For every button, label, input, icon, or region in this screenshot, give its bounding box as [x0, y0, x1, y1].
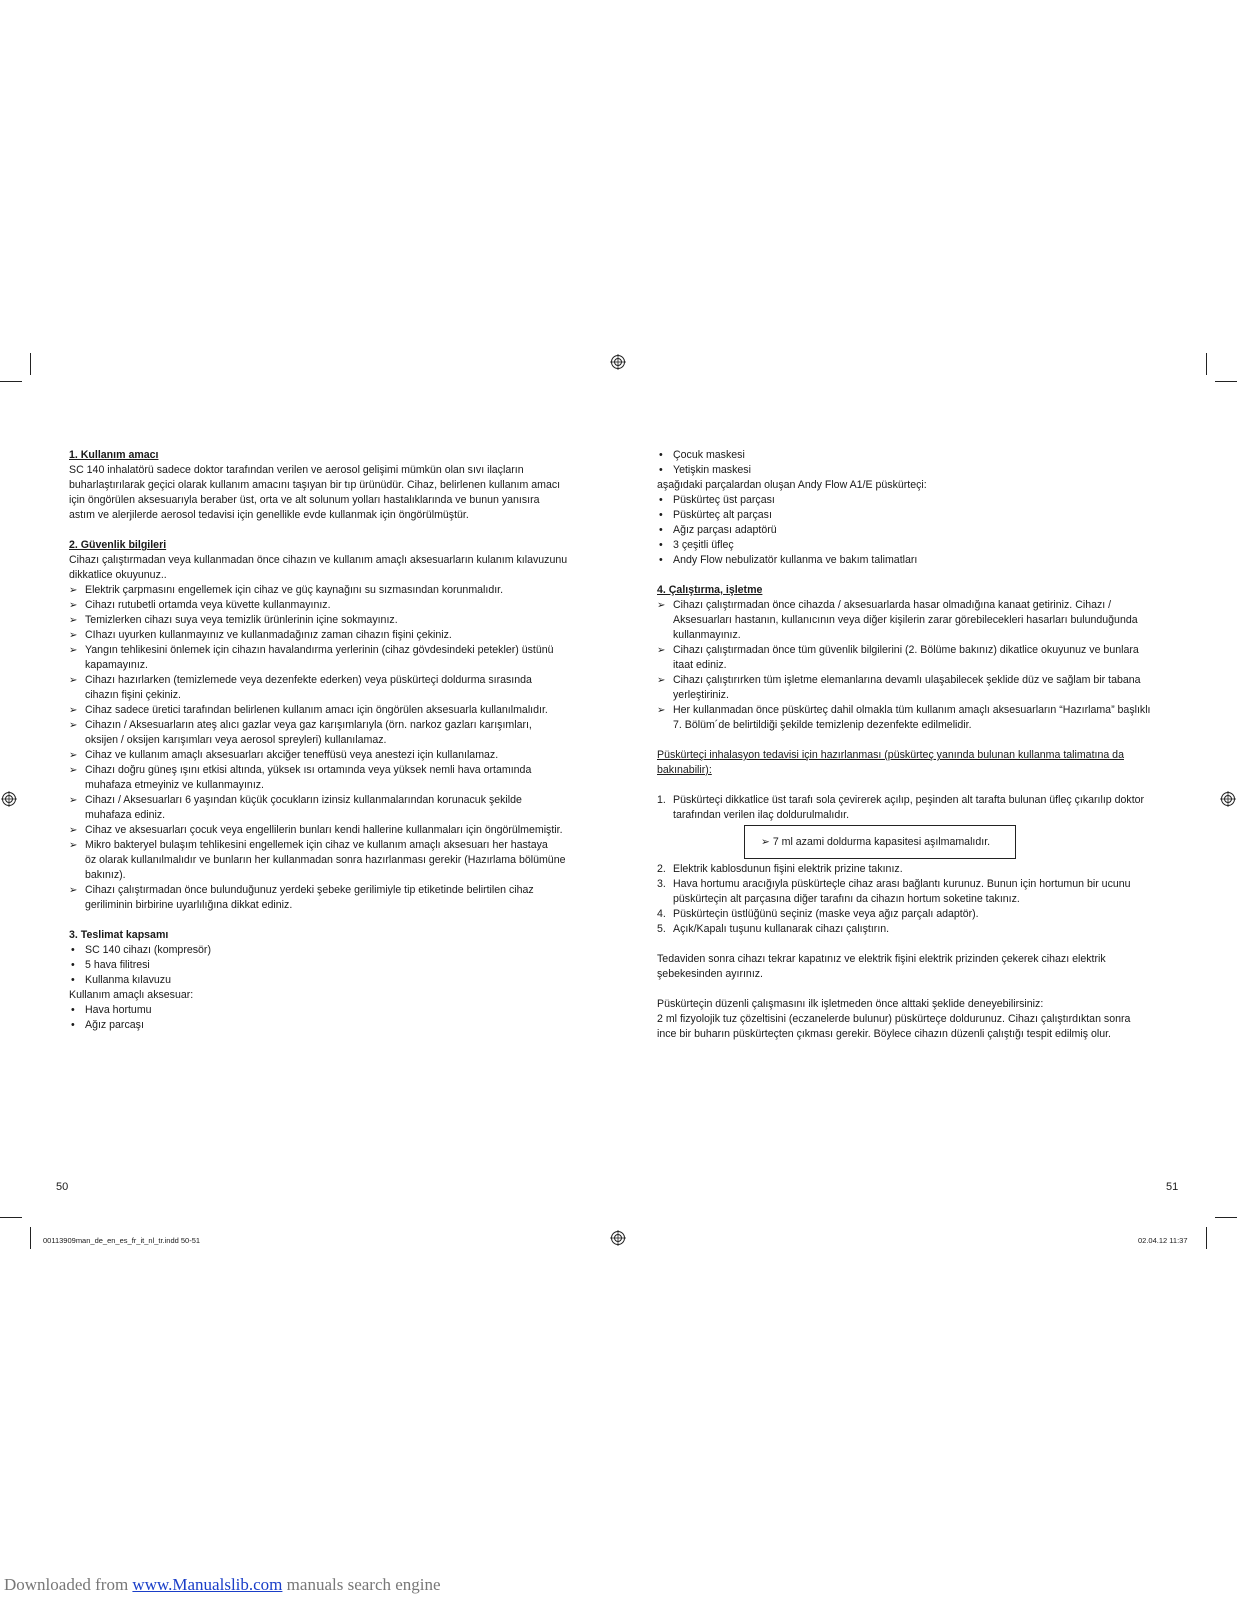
list-item: • Ağız parçası adaptörü: [659, 524, 777, 536]
arrow-icon: ➢: [69, 795, 78, 806]
item-line: tarafından verilen ilaç doldurulmalıdır.: [673, 809, 850, 821]
manualslib-link[interactable]: www.Manualslib.com: [132, 1575, 283, 1594]
operation-item: [657, 598, 1172, 643]
item-line: Cihaz sadece üretici tarafından belirlenen kullanım amacı için öngörülen aksesuarla kullanılmalıdır.: [85, 704, 548, 716]
safety-item: [69, 883, 579, 913]
bullet-icon: •: [659, 524, 663, 536]
list-subheading: Kullanım amaçlı aksesuar:: [69, 989, 194, 1001]
item-line: Cihazı çalıştırmadan önce cihazda / aksesuarlarda hasar olmadığına kanaat getiriniz. Cihazı /: [673, 599, 1112, 611]
crop-mark: [0, 381, 22, 382]
arrow-icon: ➢: [69, 825, 78, 836]
bullet-icon: •: [659, 554, 663, 566]
paragraph-line: şebekesinden ayırınız.: [657, 968, 763, 980]
arrow-icon: ➢: [69, 840, 78, 851]
arrow-icon: ➢: [69, 615, 78, 626]
bullet-icon: •: [659, 509, 663, 521]
left-column: [69, 448, 579, 1033]
item-line: muhafaza etmeyiniz ve kullanmayınız.: [85, 779, 264, 791]
step-number: 3.: [657, 878, 666, 890]
step-item: [657, 862, 1172, 877]
arrow-icon: ➢: [69, 645, 78, 656]
step-number: 1.: [657, 794, 666, 806]
registration-mark-icon: [1, 791, 17, 807]
item-line: kapamayınız.: [85, 659, 149, 671]
arrow-icon: ➢: [69, 585, 78, 596]
list-item: • 3 çeşitli üfleç: [659, 539, 734, 551]
slug-date: 02.04.12 11:37: [1138, 1236, 1188, 1245]
bullet-icon: •: [71, 974, 75, 986]
item-line: Cihazın / Aksesuarların ateş alıcı gazlar veya gaz karışımlarıyla (örn. narkoz gazları karışımları,: [85, 719, 532, 731]
step-item: [657, 793, 1172, 823]
safety-item: [69, 838, 579, 883]
safety-item: [69, 598, 579, 613]
list-item: • Püskürteç alt parçası: [659, 509, 772, 521]
item-line: Cihazı / Aksesuarları 6 yaşından küçük çocukların izinsiz kullanmalarından korunacuk şekilde: [85, 794, 522, 806]
warning-text: 7 ml azami doldurma kapasitesi aşılmamalıdır.: [772, 836, 991, 848]
list-item: • Püskürteç üst parçası: [659, 494, 775, 506]
arrow-icon: ➢: [69, 705, 78, 716]
crop-mark: [1206, 353, 1207, 375]
item-line: Cihazı çalıştırırken tüm işletme elemanlarına devamlı ulaşabilecek şeklide düz ve sağlam bir tabana: [673, 674, 1141, 686]
item-line: 7. Bölüm´de belirtildiği şekilde temizlenip dezenfekte edilmelidir.: [673, 719, 972, 731]
item-line: püskürteçin alt parçasına diğer tarafını da cihazın hortum soketine takınız.: [673, 893, 1020, 905]
item-line: oksijen / oksijen karışımları veya aerosol spreyleri) kullanılamaz.: [85, 734, 387, 746]
paragraph-line: astım ve alerjilerde aerosol tedavisi için genellikle evde kullanmak için öngörülmüştür.: [69, 509, 469, 521]
list-item: • Çocuk maskesi: [659, 449, 745, 461]
safety-item: [69, 583, 579, 598]
arrow-icon: ➢: [657, 600, 666, 611]
safety-item: [69, 703, 579, 718]
operation-item: [657, 703, 1172, 733]
bullet-icon: •: [659, 449, 663, 461]
item-line: Cihazı çalıştırmadan önce bulunduğunuz yerdeki şebeke gerilimiyle tip etiketinde belirtilen cihaz: [85, 884, 534, 896]
slug-filename: 00113909man_de_en_es_fr_it_nl_tr.indd 50-51: [43, 1236, 201, 1245]
arrow-icon: ➢: [69, 675, 78, 686]
item-line: Hava hortumu aracığıyla püskürteçle cihaz arası bağlantı kurunuz. Bunun için hortumun bir ucunu: [673, 878, 1131, 890]
crop-mark: [0, 1217, 22, 1218]
step-item: [657, 877, 1172, 907]
list-item: • Andy Flow nebulizatör kullanma ve bakım talimatları: [659, 554, 918, 566]
list-subheading: aşağıdaki parçalardan oluşan Andy Flow A1/E püskürteçi:: [657, 479, 927, 491]
item-line: Cihazı rutubetli ortamda veya küvette kullanmayınız.: [85, 599, 331, 611]
step-number: 5.: [657, 923, 666, 935]
registration-mark-icon: [610, 354, 626, 370]
bullet-icon: •: [659, 494, 663, 506]
step-item: [657, 907, 1172, 922]
registration-mark-icon: [610, 1230, 626, 1246]
arrow-icon: ➢: [657, 645, 666, 656]
download-prefix: Downloaded from: [4, 1575, 129, 1594]
item-line: Her kullanmadan önce püskürteç dahil olmakla tüm kullanım amaçlı aksesuarların “Hazırlama” başlıklı: [673, 704, 1151, 716]
page-number-left: 50: [56, 1181, 69, 1193]
safety-item: [69, 793, 579, 823]
download-footer: [4, 1575, 441, 1595]
item-line: öz olarak kullanılmalıdır ve bunların her kullanmadan sonra hazırlanması gerekir (Hazırlama bölümüne: [85, 854, 566, 866]
safety-item: [69, 673, 579, 703]
item-line: Elektrik kablosdunun fişini elektrik prizine takınız.: [673, 863, 903, 875]
section-heading: 2. Güvenlik bilgileri: [69, 539, 167, 551]
arrow-icon: ➢: [657, 705, 666, 716]
safety-item: [69, 718, 579, 748]
item-line: Elektrik çarpmasını engellemek için cihaz ve güç kaynağını su sızmasından korunmalıdır.: [85, 584, 504, 596]
safety-item: [69, 613, 579, 628]
subsection-heading: Püskürteçi inhalasyon tedavisi için hazırlanması (püskürteç yanında bulunan kullanma talimatına da: [657, 749, 1124, 761]
section-heading: 1. Kullanım amacı: [69, 449, 159, 461]
item-line: Cihazı doğru güneş ışını etkisi altında, yüksek ısı ortamında veya yüksek nemli hava ortamında: [85, 764, 532, 776]
item-line: geriliminin birbirine uyarlılığına dikkat ediniz.: [85, 899, 293, 911]
item-line: Püskürteçi dikkatlice üst tarafı sola çevirerek açılıp, peşinden alt tarafta bulunan üfleç çıkarılıp doktor: [673, 794, 1145, 806]
section-heading: 3. Teslimat kapsamı: [69, 929, 169, 941]
item-line: Püskürteçin üstlüğünü seçiniz (maske veya ağız parçalı adaptör).: [673, 908, 979, 920]
item-line: Temizlerken cihazı suya veya temizlik ürünlerinin içine sokmayınız.: [85, 614, 398, 626]
bullet-icon: •: [71, 944, 75, 956]
list-item: • Hava hortumu: [71, 1004, 152, 1016]
step-number: 2.: [657, 863, 666, 875]
paragraph-line: Tedaviden sonra cihazı tekrar kapatınız ve elektrik fişini elektrik prizinden çekerek cihazı elektrik: [657, 953, 1106, 965]
item-line: Cihazı hazırlarken (temizlemede veya dezenfekte ederken) veya püskürteçi doldurma sırasında: [85, 674, 532, 686]
paragraph-line: Püskürteçin düzenli çalışmasını ilk işletmeden önce alttaki şeklide deneyebilirsiniz:: [657, 998, 1044, 1010]
crop-mark: [30, 353, 31, 375]
list-item: • 5 hava filitresi: [71, 959, 150, 971]
arrow-icon: ➢: [69, 750, 78, 761]
item-line: cihazın fişini çekiniz.: [85, 689, 181, 701]
bullet-icon: •: [71, 959, 75, 971]
step-number: 4.: [657, 908, 666, 920]
list-item: • Ağız parcaşı: [71, 1019, 144, 1031]
item-line: CIhazı uyurken kullanmayınız ve kullanmadağınız zaman cihazın fişini çekiniz.: [85, 629, 452, 641]
crop-mark: [1215, 381, 1237, 382]
list-item: • SC 140 cihazı (kompresör): [71, 944, 211, 956]
list-item: • Kullanma kılavuzu: [71, 974, 171, 986]
item-line: kullanmayınız.: [673, 629, 741, 641]
item-line: bakınız).: [85, 869, 126, 881]
page-number-right: 51: [1166, 1181, 1179, 1193]
item-line: Cihaz ve kullanım amaçlı aksesuarları akciğer teneffüsü veya anestezi için kullanılamaz.: [85, 749, 499, 761]
item-line: Cihaz ve aksesuarları çocuk veya engellilerin bunları kendi hallerine kullanmaları için öngörülmemiştir.: [85, 824, 563, 836]
warning-box: [744, 825, 1016, 859]
safety-item: [69, 823, 579, 838]
paragraph-line: Cihazı çalıştırmadan veya kullanmadan önce cihazın ve kullanım amaçlı aksesuarların kulanım kılavuzunu: [69, 554, 568, 566]
paragraph-line: ince bir buharın püskürteçten çıkması gerekir. Böylece cihazın düzenli çalıştığı tespit edilmiş olur.: [657, 1028, 1111, 1040]
item-line: Açık/Kapalı tuşunu kullanarak cihazı çalıştırın.: [673, 923, 890, 935]
arrow-icon: ➢: [69, 630, 78, 641]
bullet-icon: •: [71, 1019, 75, 1031]
step-item: [657, 922, 1172, 937]
arrow-icon: ➢: [761, 836, 773, 848]
bullet-icon: •: [71, 1004, 75, 1016]
list-item: • Yetişkin maskesi: [659, 464, 751, 476]
paragraph-line: buharlaştırılarak geçici olarak kullanım amacını taşıyan bir tıp ürünüdür. Cihaz, belirlenen kullanım amacı: [69, 479, 561, 491]
registration-mark-icon: [1220, 791, 1236, 807]
download-suffix: manuals search engine: [282, 1575, 441, 1594]
right-column: [657, 448, 1172, 1042]
item-line: itaat ediniz.: [673, 659, 727, 671]
item-line: muhafaza ediniz.: [85, 809, 166, 821]
bullet-icon: •: [659, 539, 663, 551]
subsection-heading: bakınabilir):: [657, 764, 712, 776]
arrow-icon: ➢: [69, 885, 78, 896]
item-line: Aksesuarları hastanın, kullanıcının veya diğer kişilerin zarar görebilecekleri hasarları bulunduğunda: [673, 614, 1138, 626]
item-line: Cihazı çalıştırmadan önce tüm güvenlik bilgilerini (2. Bölüme bakınız) dikatlice okuyunuz ve bunlara: [673, 644, 1139, 656]
paragraph-line: 2 ml fizyolojik tuz çözeltisini (eczanelerde bulunur) püskürteçe doldurunuz. Cihazı çalıştırdıktan sonra: [657, 1013, 1131, 1025]
crop-mark: [1206, 1227, 1207, 1249]
safety-item: [69, 748, 579, 763]
paragraph-line: SC 140 inhalatörü sadece doktor tarafından verilen ve aerosol gelişimi mümkün olan sıvı ilaçların: [69, 464, 524, 476]
item-line: Yangın tehlikesini önlemek için cihazın havalandırma yerlerinin (cihaz gövdesindeki petekler) üstünü: [85, 644, 554, 656]
safety-item: [69, 628, 579, 643]
arrow-icon: ➢: [69, 765, 78, 776]
safety-item: [69, 763, 579, 793]
paragraph-line: için öngörülen aksesuarıyla beraber üst, orta ve alt solunum yolları hastalıklarında ve bunun yanısıra: [69, 494, 540, 506]
operation-item: [657, 643, 1172, 673]
section-heading: 4. Çalıştırma, işletme: [657, 584, 763, 596]
operation-item: [657, 673, 1172, 703]
safety-item: [69, 643, 579, 673]
item-line: yerleştiriniz.: [673, 689, 729, 701]
crop-mark: [30, 1227, 31, 1249]
item-line: Mikro bakteryel bulaşım tehlikesini engellemek için cihaz ve kullanım amaçlı aksesuarı her hastaya: [85, 839, 548, 851]
bullet-icon: •: [659, 464, 663, 476]
paragraph-line: dikkatlice okuyunuz..: [69, 569, 167, 581]
crop-mark: [1215, 1217, 1237, 1218]
arrow-icon: ➢: [69, 600, 78, 611]
arrow-icon: ➢: [69, 720, 78, 731]
arrow-icon: ➢: [657, 675, 666, 686]
